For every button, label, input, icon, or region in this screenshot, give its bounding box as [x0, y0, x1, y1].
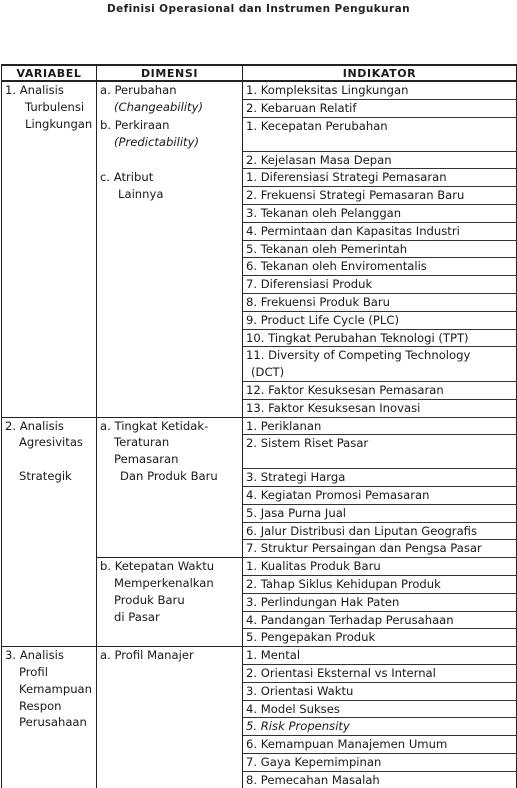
page-title: Definisi Operasional dan Instrumen Pengukuran: [107, 3, 410, 15]
indikator-cell: 7. Diferensiasi Produk: [243, 276, 517, 294]
dimensi-cell: [97, 558, 243, 647]
variabel-line: [5, 451, 94, 468]
variabel-cell: [2, 81, 97, 417]
table-row: [2, 417, 517, 435]
dimensi-line: Dan Produk Baru: [120, 468, 218, 483]
dimensi-line: a. Perubahan: [100, 83, 177, 97]
dimensi-line: Teraturan: [114, 435, 170, 450]
variabel-line: Strategik: [19, 468, 72, 483]
indikator-cell: 8. Pemecahan Masalah: [243, 771, 517, 788]
variabel-line: Perusahaan: [19, 715, 87, 730]
indikator-cell: 5. Risk Propensity: [243, 718, 517, 736]
indikator-cell: 12. Faktor Kesuksesan Pemasaran: [243, 381, 517, 399]
indikator-cell: 6. Tekanan oleh Enviromentalis: [243, 258, 517, 276]
table-row: [2, 81, 517, 99]
indikator-cell: 3. Strategi Harga: [243, 469, 517, 487]
header-variabel: VARIABEL: [2, 65, 97, 81]
dimensi-cell: [97, 117, 243, 169]
header-indikator: INDIKATOR: [243, 65, 517, 81]
indikator-cell: 5. Tekanan oleh Pemerintah: [243, 240, 517, 258]
variabel-line: Respon: [19, 698, 62, 713]
dimensi-line: Produk Baru: [114, 592, 185, 607]
dimensi-line: Pemasaran: [114, 452, 179, 467]
dimensi-line: c. Atribut: [100, 169, 154, 184]
dimensi-line: (Predictability): [114, 134, 199, 149]
indikator-cell: 1. Mental: [243, 647, 517, 665]
dimensi-cell: [97, 169, 243, 417]
indikator-cell: 6. Jalur Distribusi dan Liputan Geografis: [243, 522, 517, 540]
indikator-cell: 4. Kegiatan Promosi Pemasaran: [243, 486, 517, 504]
indikator-cell: 6. Kemampuan Manajemen Umum: [243, 736, 517, 754]
indikator-cell: 3. Orientasi Waktu: [243, 682, 517, 700]
indikator-cell: 2. Kejelasan Masa Depan: [243, 151, 517, 169]
dimensi-line: b. Perkiraan: [100, 118, 170, 133]
variabel-line: Profil: [19, 664, 48, 679]
variabel-line: Kemampuan: [19, 681, 93, 696]
indikator-cell: 5. Pengepakan Produk: [243, 629, 517, 647]
variabel-line: 1. Analisis: [5, 83, 64, 97]
indikator-cell: (DCT): [243, 364, 517, 381]
operational-definition-table: [1, 64, 517, 788]
indikator-cell: 4. Permintaan dan Kapasitas Industri: [243, 222, 517, 240]
dimensi-line: a. Tingkat Ketidak-: [100, 418, 209, 433]
indikator-cell: 10. Tingkat Perubahan Teknologi (TPT): [243, 329, 517, 347]
indikator-cell: 4. Model Sukses: [243, 700, 517, 718]
indikator-cell: 1. Kecepatan Perubahan: [243, 117, 517, 151]
indikator-cell: 2. Frekuensi Strategi Pemasaran Baru: [243, 187, 517, 205]
indikator-cell: 5. Jasa Purna Jual: [243, 504, 517, 522]
variabel-line: 2. Analisis: [5, 418, 64, 433]
indikator-cell: 8. Frekuensi Produk Baru: [243, 293, 517, 311]
variabel-cell: [2, 417, 97, 647]
dimensi-line: Lainnya: [118, 186, 164, 201]
indikator-cell: 3. Perlindungan Hak Paten: [243, 593, 517, 611]
dimensi-line: (Changeability): [114, 99, 203, 114]
dimensi-line: Memperkenalkan: [114, 575, 214, 590]
indikator-cell: 2. Orientasi Eksternal vs Internal: [243, 664, 517, 682]
table-row: [2, 647, 517, 665]
indikator-cell: 11. Diversity of Competing Technology: [243, 347, 517, 364]
variabel-cell: [2, 647, 97, 788]
dimensi-line: b. Ketepatan Waktu: [100, 559, 215, 574]
indikator-cell: 1. Diferensiasi Strategi Pemasaran: [243, 169, 517, 187]
indikator-cell: 7. Gaya Kepemimpinan: [243, 753, 517, 771]
indikator-cell: 13. Faktor Kesuksesan Inovasi: [243, 399, 517, 417]
variabel-line: Lingkungan: [25, 116, 93, 131]
table-header-row: [2, 65, 517, 81]
dimensi-cell: [97, 417, 243, 558]
indikator-cell: 3. Tekanan oleh Pelanggan: [243, 204, 517, 222]
indikator-cell: 1. Periklanan: [243, 417, 517, 435]
indikator-cell: 2. Sistem Riset Pasar: [243, 435, 517, 452]
dimensi-line: a. Profil Manajer: [100, 648, 194, 663]
variabel-line: Turbulensi: [25, 99, 85, 114]
indikator-cell: 7. Struktur Persaingan dan Pengsa Pasar: [243, 540, 517, 558]
indikator-cell: 2. Kebaruan Relatif: [243, 99, 517, 117]
indikator-cell: 1. Kualitas Produk Baru: [243, 558, 517, 576]
dimensi-cell: [97, 647, 243, 788]
indikator-cell: 9. Product Life Cycle (PLC): [243, 311, 517, 329]
indikator-cell: 4. Pandangan Terhadap Perusahaan: [243, 611, 517, 629]
dimensi-cell: [97, 81, 243, 117]
indikator-cell: [243, 452, 517, 469]
indikator-cell: 1. Kompleksitas Lingkungan: [243, 81, 517, 99]
variabel-line: 3. Analisis: [5, 648, 64, 663]
dimensi-line: di Pasar: [114, 609, 160, 624]
indikator-cell: 2. Tahap Siklus Kehidupan Produk: [243, 575, 517, 593]
variabel-line: Agresivitas: [19, 435, 83, 450]
header-dimensi: DIMENSI: [97, 65, 243, 81]
